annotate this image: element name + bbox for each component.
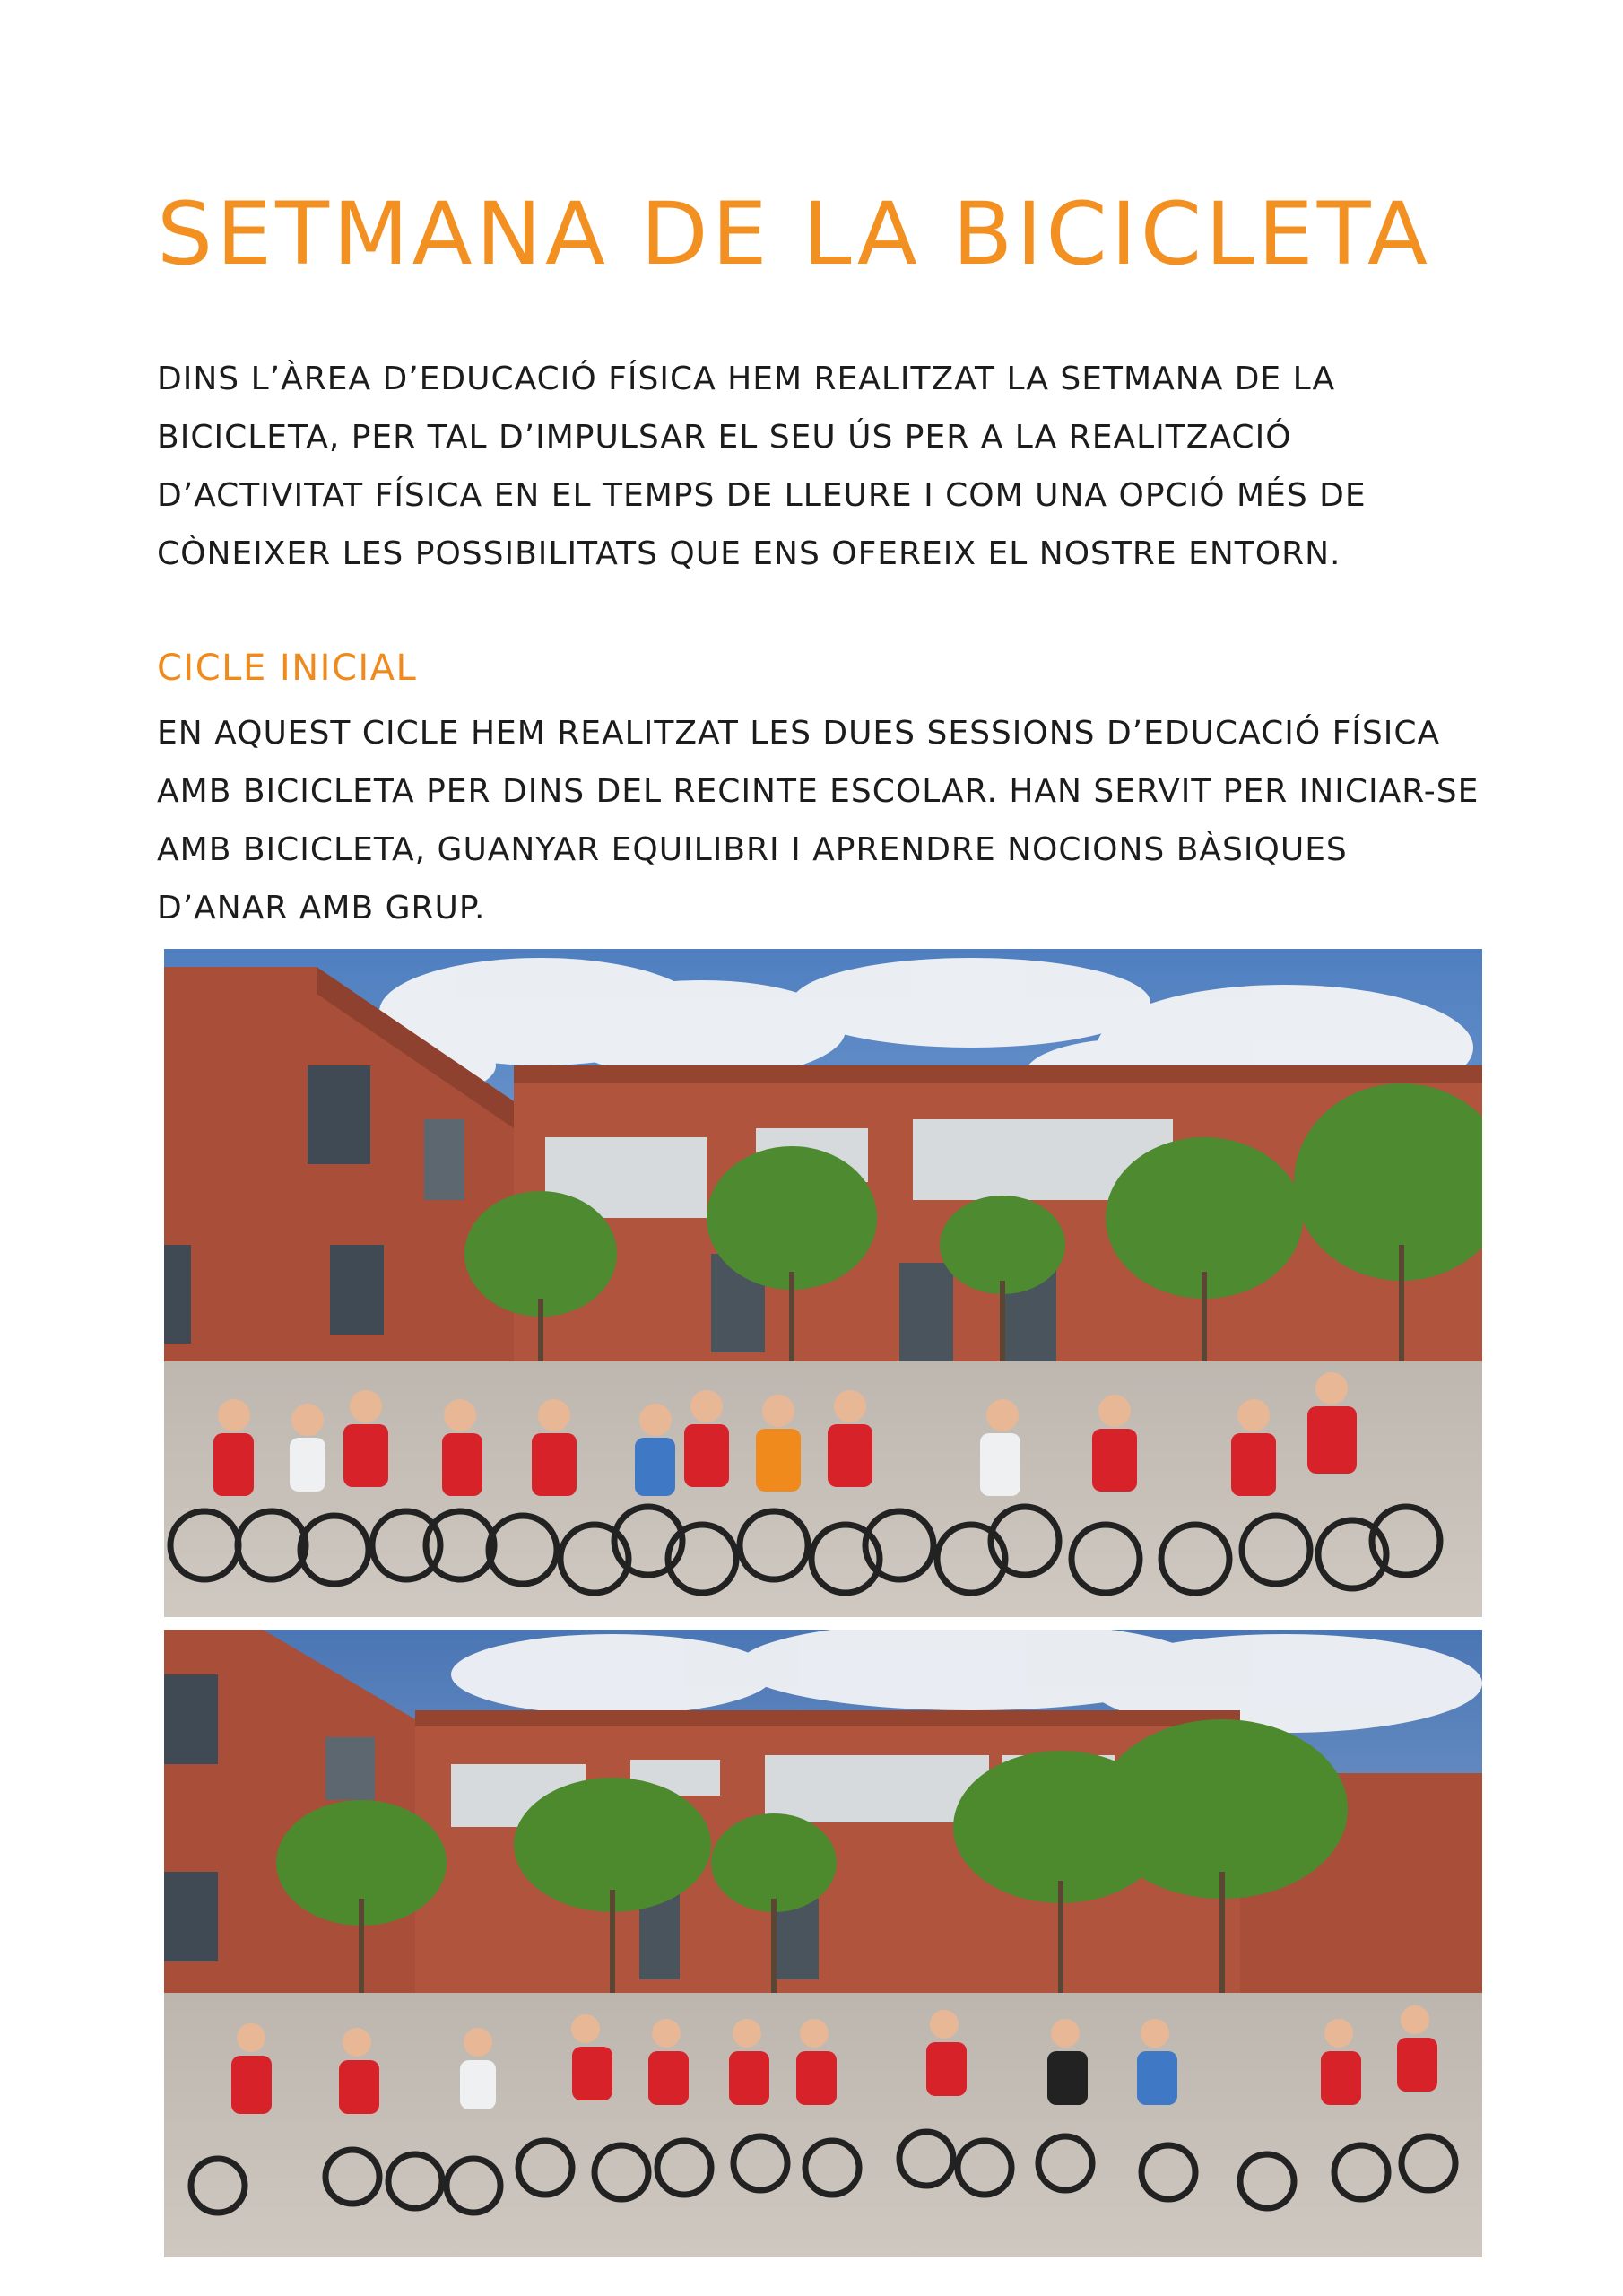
photo-kids-bicycles-1 — [164, 949, 1482, 1617]
photo-illustration — [164, 949, 1482, 1617]
photo-kids-bicycles-2 — [164, 1630, 1482, 2257]
section-heading: CICLE INICIAL — [157, 648, 418, 689]
photo-illustration — [164, 1630, 1482, 2257]
section-paragraph: EN AQUEST CICLE HEM REALITZAT LES DUES SESSIONS D’EDUCACIÓ FÍSICA AMB BICICLETA PER DINS DEL RECINTE ESCOLAR. HAN SERVIT PER INICIAR-SE AMB BICICLETA, GUANYAR EQUILIBRI I APRENDRE NOCIONS BÀSIQUES D’ANAR AMB GRUP. — [157, 715, 1480, 926]
page-title: SETMANA DE LA BICICLETA — [157, 184, 1432, 284]
intro-paragraph: DINS L’ÀREA D’EDUCACIÓ FÍSICA HEM REALITZAT LA SETMANA DE LA BICICLETA, PER TAL D’IMPULSAR EL SEU ÚS PER A LA REALITZACIÓ D’ACTIVITAT FÍSICA EN EL TEMPS DE LLEURE I COM UNA OPCIÓ MÉS DE CÒNEIXER LES POSSIBILITATS QUE ENS OFEREIX EL NOSTRE ENTORN. — [157, 361, 1367, 572]
